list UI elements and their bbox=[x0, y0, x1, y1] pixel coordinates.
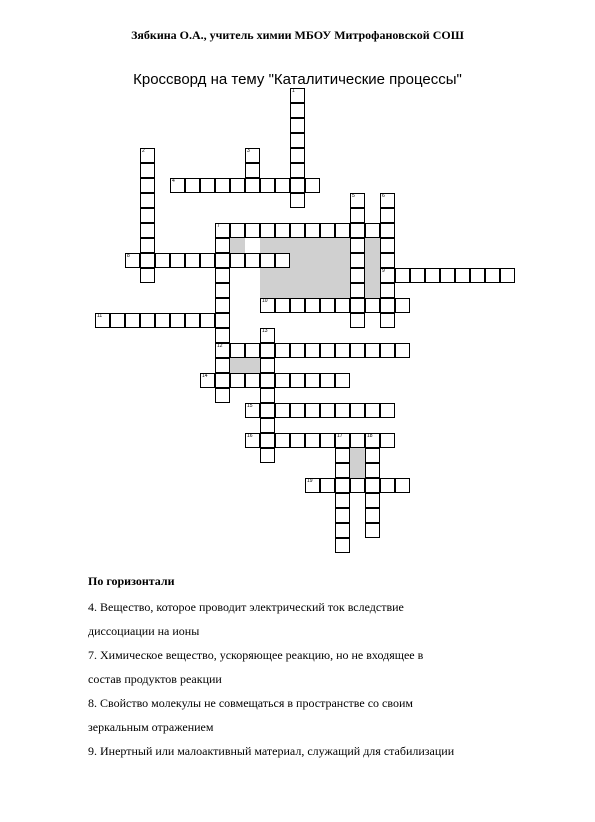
clue-line: зеркальным отражением bbox=[88, 720, 214, 734]
clue-line: диссоциации на ионы bbox=[88, 624, 200, 638]
crossword-cell[interactable] bbox=[350, 298, 365, 313]
crossword-cell[interactable] bbox=[470, 268, 485, 283]
crossword-cell[interactable] bbox=[245, 148, 260, 163]
crossword-cell[interactable] bbox=[320, 478, 335, 493]
crossword-cell[interactable] bbox=[290, 178, 305, 193]
clue-number: 14 bbox=[202, 373, 208, 379]
crossword-cell[interactable] bbox=[260, 373, 275, 388]
clue-number: 13 bbox=[262, 328, 268, 334]
crossword-cell[interactable] bbox=[110, 313, 125, 328]
clue-number: 8 bbox=[127, 253, 130, 259]
crossword-cell[interactable] bbox=[380, 238, 395, 253]
clue-number: 7 bbox=[217, 223, 220, 229]
crossword-cell[interactable] bbox=[260, 298, 275, 313]
crossword-cell[interactable] bbox=[215, 268, 230, 283]
crossword-cell[interactable] bbox=[350, 193, 365, 208]
crossword-cell[interactable] bbox=[230, 223, 245, 238]
crossword-cell[interactable] bbox=[365, 433, 380, 448]
crossword-cell[interactable] bbox=[245, 433, 260, 448]
crossword-cell[interactable] bbox=[395, 478, 410, 493]
crossword-cell[interactable] bbox=[200, 253, 215, 268]
crossword-cell[interactable] bbox=[260, 388, 275, 403]
crossword-cell[interactable] bbox=[275, 223, 290, 238]
crossword-cell[interactable] bbox=[455, 268, 470, 283]
crossword-cell[interactable] bbox=[410, 268, 425, 283]
crossword-cell[interactable] bbox=[350, 343, 365, 358]
crossword-cell[interactable] bbox=[290, 88, 305, 103]
crossword-cell[interactable] bbox=[260, 403, 275, 418]
crossword-cell[interactable] bbox=[185, 313, 200, 328]
crossword-cell[interactable] bbox=[215, 343, 230, 358]
crossword-cell[interactable] bbox=[140, 313, 155, 328]
crossword-cell[interactable] bbox=[215, 223, 230, 238]
crossword-cell[interactable] bbox=[365, 343, 380, 358]
clue-number: 19 bbox=[307, 478, 313, 484]
crossword-cell[interactable] bbox=[140, 208, 155, 223]
crossword-cell[interactable] bbox=[380, 193, 395, 208]
crossword-cell[interactable] bbox=[305, 178, 320, 193]
crossword-cell[interactable] bbox=[320, 223, 335, 238]
crossword-cell[interactable] bbox=[215, 358, 230, 373]
crossword-cell[interactable] bbox=[335, 448, 350, 463]
crossword-cell[interactable] bbox=[215, 253, 230, 268]
crossword-cell[interactable] bbox=[275, 178, 290, 193]
crossword-cell[interactable] bbox=[425, 268, 440, 283]
crossword-cell[interactable] bbox=[350, 283, 365, 298]
crossword-cell[interactable] bbox=[320, 433, 335, 448]
clue-number: 16 bbox=[247, 433, 253, 439]
crossword-cell[interactable] bbox=[140, 163, 155, 178]
crossword-cell[interactable] bbox=[305, 373, 320, 388]
crossword-cell[interactable] bbox=[365, 403, 380, 418]
crossword-cell[interactable] bbox=[335, 433, 350, 448]
crossword-cell[interactable] bbox=[485, 268, 500, 283]
crossword-cell[interactable] bbox=[335, 403, 350, 418]
crossword-cell[interactable] bbox=[170, 313, 185, 328]
crossword-cell[interactable] bbox=[440, 268, 455, 283]
crossword-cell[interactable] bbox=[365, 298, 380, 313]
crossword-cell[interactable] bbox=[350, 208, 365, 223]
crossword-cell[interactable] bbox=[350, 478, 365, 493]
shaded-block bbox=[230, 358, 260, 373]
crossword-cell[interactable] bbox=[380, 343, 395, 358]
crossword-cell[interactable] bbox=[260, 448, 275, 463]
crossword-cell[interactable] bbox=[305, 223, 320, 238]
crossword-cell[interactable] bbox=[260, 178, 275, 193]
crossword-cell[interactable] bbox=[350, 433, 365, 448]
crossword-cell[interactable] bbox=[140, 253, 155, 268]
crossword-cell[interactable] bbox=[335, 463, 350, 478]
crossword-cell[interactable] bbox=[140, 193, 155, 208]
crossword-title: Кроссворд на тему "Каталитические процессы" bbox=[133, 71, 462, 88]
clue-number: 5 bbox=[352, 193, 355, 199]
clue-number: 18 bbox=[367, 433, 373, 439]
crossword-cell[interactable] bbox=[305, 343, 320, 358]
crossword-cell[interactable] bbox=[275, 433, 290, 448]
crossword-cell[interactable] bbox=[380, 268, 395, 283]
crossword-cell[interactable] bbox=[95, 313, 110, 328]
crossword-cell[interactable] bbox=[245, 163, 260, 178]
crossword-cell[interactable] bbox=[320, 373, 335, 388]
crossword-cell[interactable] bbox=[200, 178, 215, 193]
clue-line: 7. Химическое вещество, ускоряющее реакцию, но не входящее в bbox=[88, 648, 424, 662]
crossword-cell[interactable] bbox=[260, 253, 275, 268]
crossword-cell[interactable] bbox=[290, 103, 305, 118]
crossword-cell[interactable] bbox=[170, 178, 185, 193]
clues-heading: По горизонтали bbox=[88, 574, 175, 588]
crossword-cell[interactable] bbox=[335, 298, 350, 313]
shaded-block bbox=[230, 238, 245, 253]
crossword-cell[interactable] bbox=[200, 373, 215, 388]
crossword-cell[interactable] bbox=[230, 178, 245, 193]
crossword-cell[interactable] bbox=[245, 343, 260, 358]
crossword-cell[interactable] bbox=[335, 508, 350, 523]
crossword-cell[interactable] bbox=[395, 343, 410, 358]
crossword-cell[interactable] bbox=[335, 493, 350, 508]
crossword-cell[interactable] bbox=[365, 223, 380, 238]
crossword-cell[interactable] bbox=[365, 463, 380, 478]
crossword-cell[interactable] bbox=[305, 298, 320, 313]
crossword-cell[interactable] bbox=[125, 313, 140, 328]
crossword-cell[interactable] bbox=[230, 253, 245, 268]
crossword-cell[interactable] bbox=[320, 298, 335, 313]
crossword-cell[interactable] bbox=[140, 148, 155, 163]
crossword-cell[interactable] bbox=[380, 313, 395, 328]
clue-number: 2 bbox=[142, 148, 145, 154]
crossword-cell[interactable] bbox=[215, 373, 230, 388]
crossword-cell[interactable] bbox=[290, 298, 305, 313]
crossword-cell[interactable] bbox=[350, 313, 365, 328]
crossword-cell[interactable] bbox=[335, 538, 350, 553]
crossword-cell[interactable] bbox=[260, 418, 275, 433]
crossword-cell[interactable] bbox=[335, 223, 350, 238]
crossword-cell[interactable] bbox=[380, 208, 395, 223]
crossword-cell[interactable] bbox=[275, 343, 290, 358]
crossword-cell[interactable] bbox=[335, 478, 350, 493]
crossword-cell[interactable] bbox=[365, 523, 380, 538]
clue-line: состав продуктов реакции bbox=[88, 672, 222, 686]
crossword-cell[interactable] bbox=[290, 403, 305, 418]
shaded-block bbox=[260, 238, 350, 298]
crossword-cell[interactable] bbox=[290, 118, 305, 133]
crossword-cell[interactable] bbox=[305, 403, 320, 418]
crossword-cell[interactable] bbox=[155, 313, 170, 328]
crossword-cell[interactable] bbox=[380, 403, 395, 418]
crossword-cell[interactable] bbox=[335, 523, 350, 538]
crossword-cell[interactable] bbox=[260, 433, 275, 448]
crossword-cell[interactable] bbox=[140, 178, 155, 193]
crossword-cell[interactable] bbox=[350, 238, 365, 253]
clue-number: 9 bbox=[382, 268, 385, 274]
clue-number: 3 bbox=[247, 148, 250, 154]
crossword-cell[interactable] bbox=[290, 193, 305, 208]
crossword-cell[interactable] bbox=[290, 373, 305, 388]
clue-number: 15 bbox=[247, 403, 253, 409]
crossword-cell[interactable] bbox=[215, 178, 230, 193]
crossword-cell[interactable] bbox=[215, 283, 230, 298]
crossword-cell[interactable] bbox=[140, 268, 155, 283]
crossword-cell[interactable] bbox=[245, 253, 260, 268]
crossword-cell[interactable] bbox=[215, 388, 230, 403]
crossword-cell[interactable] bbox=[260, 223, 275, 238]
crossword-cell[interactable] bbox=[290, 433, 305, 448]
crossword-cell[interactable] bbox=[185, 253, 200, 268]
crossword-cell[interactable] bbox=[125, 253, 140, 268]
crossword-cell[interactable] bbox=[380, 433, 395, 448]
crossword-cell[interactable] bbox=[260, 358, 275, 373]
crossword-cell[interactable] bbox=[215, 313, 230, 328]
shaded-block bbox=[365, 238, 380, 298]
crossword-cell[interactable] bbox=[275, 253, 290, 268]
crossword-cell[interactable] bbox=[320, 343, 335, 358]
clue-number: 4 bbox=[172, 178, 175, 184]
clue-number: 10 bbox=[262, 298, 268, 304]
crossword-cell[interactable] bbox=[305, 478, 320, 493]
crossword-cell[interactable] bbox=[260, 343, 275, 358]
crossword-cell[interactable] bbox=[215, 238, 230, 253]
crossword-cell[interactable] bbox=[215, 328, 230, 343]
clue-number: 6 bbox=[382, 193, 385, 199]
crossword-cell[interactable] bbox=[245, 223, 260, 238]
crossword-cell[interactable] bbox=[290, 133, 305, 148]
crossword-cell[interactable] bbox=[230, 373, 245, 388]
crossword-cell[interactable] bbox=[230, 343, 245, 358]
clue-line: 4. Вещество, которое проводит электрический ток вследствие bbox=[88, 600, 404, 614]
crossword-cell[interactable] bbox=[290, 148, 305, 163]
crossword-cell[interactable] bbox=[365, 508, 380, 523]
document-header: Зябкина О.А., учитель химии МБОУ Митрофановской СОШ bbox=[131, 28, 464, 42]
crossword-cell[interactable] bbox=[320, 403, 335, 418]
crossword-cell[interactable] bbox=[380, 253, 395, 268]
clue-number: 12 bbox=[217, 343, 223, 349]
crossword-cell[interactable] bbox=[500, 268, 515, 283]
crossword-cell[interactable] bbox=[380, 478, 395, 493]
crossword-cell[interactable] bbox=[275, 403, 290, 418]
crossword-cell[interactable] bbox=[365, 478, 380, 493]
crossword-cell[interactable] bbox=[140, 223, 155, 238]
crossword-cell[interactable] bbox=[170, 253, 185, 268]
crossword-cell[interactable] bbox=[380, 223, 395, 238]
clue-line: 8. Свойство молекулы не совмещаться в пространстве со своим bbox=[88, 696, 413, 710]
crossword-cell[interactable] bbox=[245, 373, 260, 388]
crossword-cell[interactable] bbox=[395, 298, 410, 313]
crossword-cell[interactable] bbox=[380, 298, 395, 313]
crossword-cell[interactable] bbox=[395, 268, 410, 283]
crossword-cell[interactable] bbox=[290, 343, 305, 358]
clue-line: 9. Инертный или малоактивный материал, служащий для стабилизации bbox=[88, 744, 455, 758]
crossword-cell[interactable] bbox=[185, 178, 200, 193]
crossword-cell[interactable] bbox=[350, 403, 365, 418]
crossword-cell[interactable] bbox=[335, 373, 350, 388]
crossword-cell[interactable] bbox=[380, 283, 395, 298]
crossword-cell[interactable] bbox=[350, 253, 365, 268]
crossword-cell[interactable] bbox=[140, 238, 155, 253]
crossword-cell[interactable] bbox=[305, 433, 320, 448]
crossword-cell[interactable] bbox=[200, 313, 215, 328]
crossword-cell[interactable] bbox=[155, 253, 170, 268]
crossword-cell[interactable] bbox=[215, 298, 230, 313]
crossword-cell[interactable] bbox=[350, 223, 365, 238]
crossword-cell[interactable] bbox=[365, 448, 380, 463]
crossword-cell[interactable] bbox=[350, 268, 365, 283]
crossword-cell[interactable] bbox=[260, 328, 275, 343]
clue-number: 1 bbox=[292, 88, 295, 94]
crossword-cell[interactable] bbox=[245, 178, 260, 193]
crossword-cell[interactable] bbox=[335, 343, 350, 358]
crossword-cell[interactable] bbox=[275, 373, 290, 388]
crossword-cell[interactable] bbox=[365, 493, 380, 508]
clues-section bbox=[88, 574, 518, 763]
crossword-cell[interactable] bbox=[245, 403, 260, 418]
clue-number: 11 bbox=[97, 313, 103, 319]
clue-number: 17 bbox=[337, 433, 343, 439]
crossword-cell[interactable] bbox=[290, 163, 305, 178]
crossword-cell[interactable] bbox=[275, 298, 290, 313]
crossword-cell[interactable] bbox=[290, 223, 305, 238]
